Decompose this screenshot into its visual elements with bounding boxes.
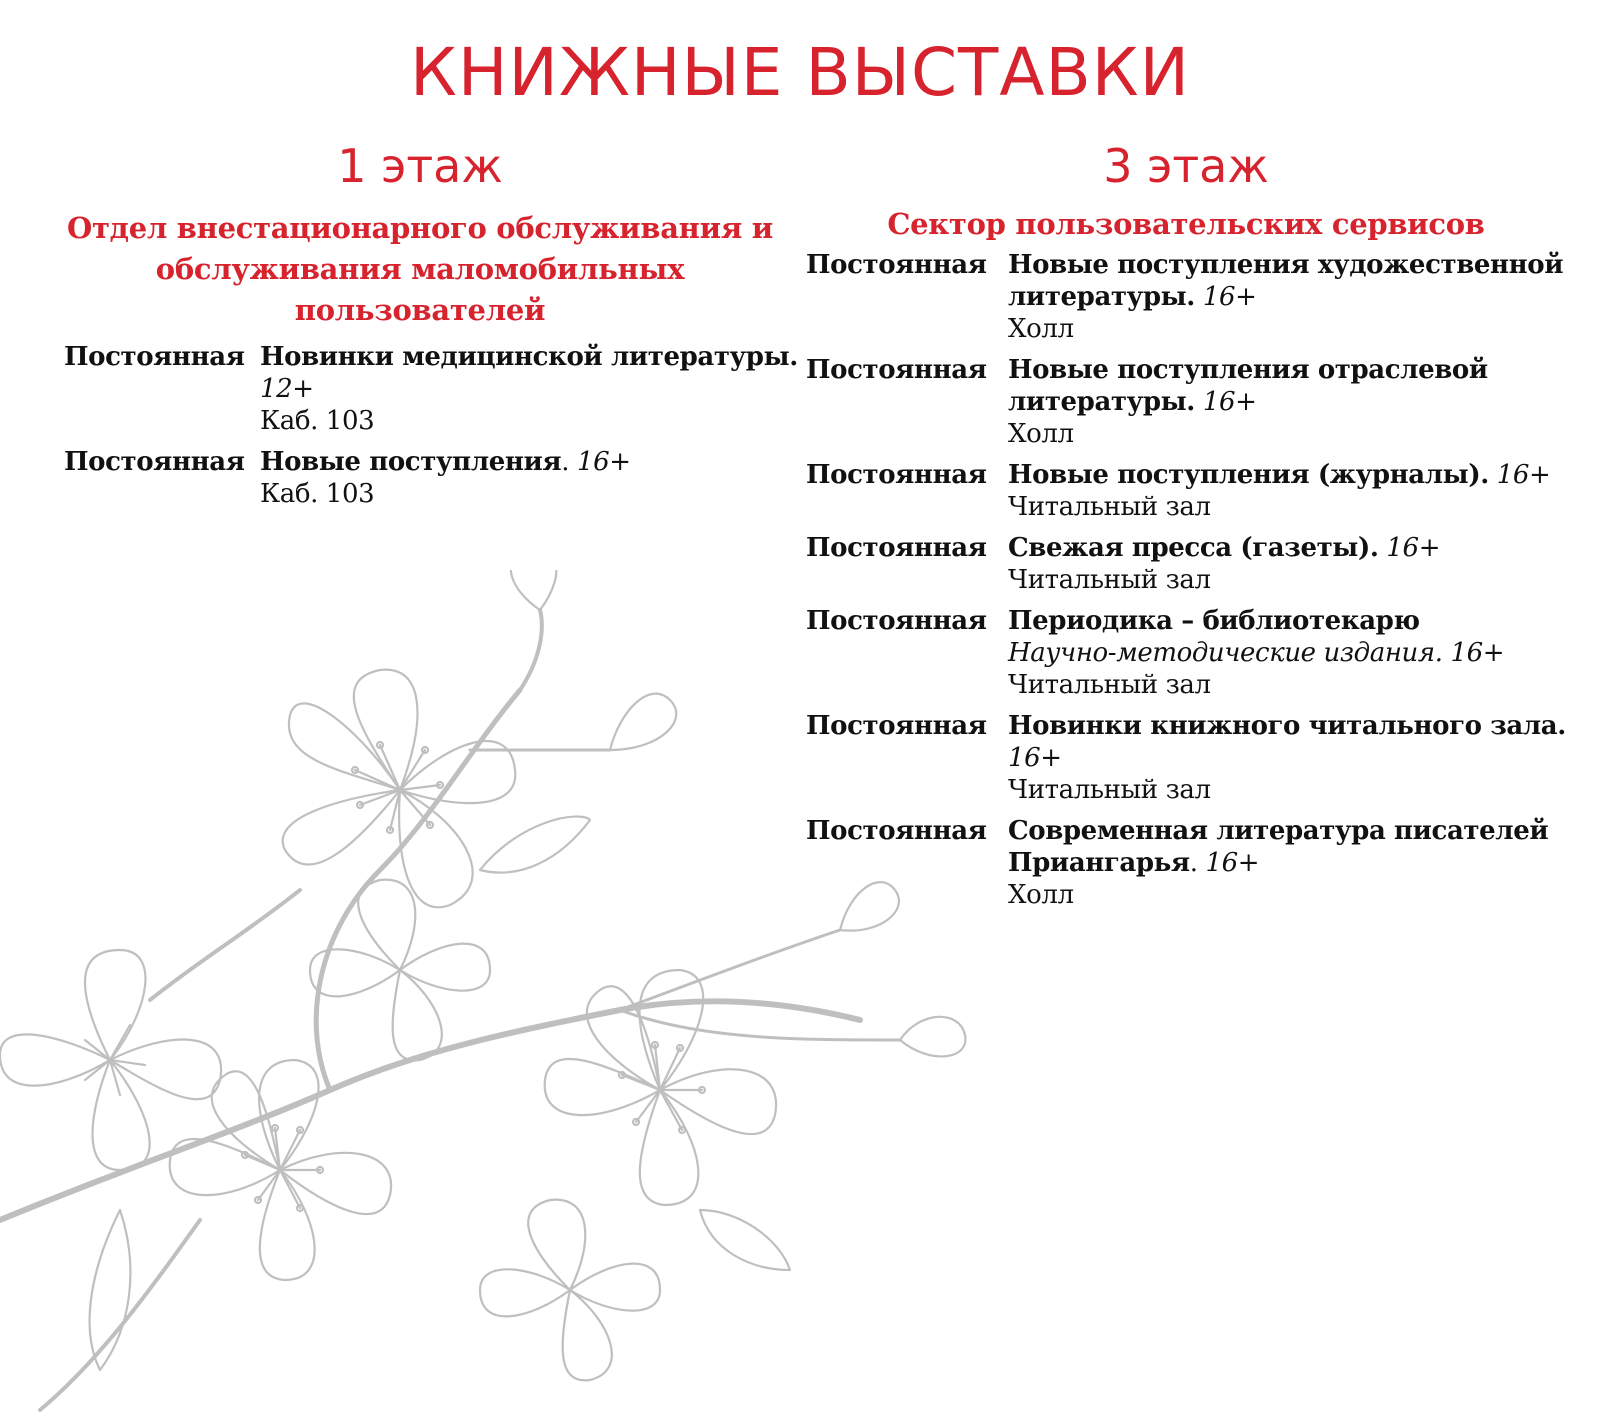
entry-location: Читальный зал	[1008, 492, 1211, 522]
exhibition-entry	[806, 605, 1566, 701]
entry-body	[1008, 710, 1566, 806]
exhibition-entry	[40, 446, 800, 510]
exhibition-entry	[40, 341, 800, 437]
entry-body	[1008, 605, 1566, 701]
entry-age-rating: 12+	[260, 374, 314, 404]
entry-type: Постоянная	[806, 711, 987, 741]
exhibition-entry	[806, 354, 1566, 450]
entry-separator: .	[561, 447, 570, 477]
entry-age-rating: 16+	[1386, 533, 1441, 563]
entry-title: Новые поступления	[260, 447, 562, 477]
exhibition-entry	[806, 532, 1566, 596]
entry-body	[1008, 354, 1566, 450]
entry-location: Холл	[1008, 880, 1074, 910]
entry-title: Периодика – библиотекарю	[1008, 606, 1420, 636]
entry-location: Каб. 103	[260, 406, 375, 436]
entry-location: Холл	[1008, 314, 1074, 344]
entry-title: Современная литература писателей Приангарья	[1008, 816, 1549, 878]
entry-location: Читальный зал	[1008, 775, 1211, 805]
entry-age-rating: 16+	[576, 447, 631, 477]
entry-type: Постоянная	[806, 250, 987, 280]
entry-location: Читальный зал	[1008, 565, 1211, 595]
entry-title: Свежая пресса (газеты).	[1008, 533, 1379, 563]
exhibition-entry	[806, 815, 1566, 911]
entry-location: Холл	[1008, 419, 1074, 449]
entry-body	[260, 446, 800, 510]
entry-body	[1008, 532, 1566, 596]
entry-body	[1008, 815, 1566, 911]
entry-title: Новинки медицинской литературы.	[260, 342, 798, 372]
entry-title: Новые поступления отраслевой литературы.	[1008, 355, 1488, 417]
entry-age-rating: 16+	[1008, 743, 1062, 773]
entry-separator: .	[1189, 848, 1198, 878]
entry-location: Каб. 103	[260, 479, 375, 509]
entry-age-rating: 16+	[1205, 848, 1260, 878]
page-title: КНИЖНЫЕ ВЫСТАВКИ	[409, 34, 1191, 111]
entry-title: Новые поступления художественной литературы.	[1008, 250, 1564, 312]
floor-3-title: 3 этаж	[1103, 139, 1269, 193]
entry-age-rating: 16+	[1450, 638, 1505, 668]
department-title-left: Отдел внестационарного обслуживания и обслуживания маломобильных пользователей	[67, 211, 773, 327]
department-title-right: Сектор пользовательских сервисов	[887, 207, 1485, 241]
entry-type: Постоянная	[64, 447, 245, 477]
entry-title: Новинки книжного читального зала.	[1008, 711, 1566, 741]
entry-type: Постоянная	[806, 606, 987, 636]
entry-age-rating: 16+	[1496, 460, 1551, 490]
entry-type: Постоянная	[64, 342, 245, 372]
entry-age-rating: 16+	[1202, 282, 1257, 312]
exhibition-entry	[806, 459, 1566, 523]
entry-body	[1008, 249, 1566, 345]
exhibition-entry	[806, 710, 1566, 806]
entry-type: Постоянная	[806, 816, 987, 846]
floor-1-title: 1 этаж	[337, 139, 503, 193]
entry-type: Постоянная	[806, 533, 987, 563]
entry-location: Читальный зал	[1008, 670, 1211, 700]
entry-type: Постоянная	[806, 355, 987, 385]
entry-type: Постоянная	[806, 460, 987, 490]
entry-body	[260, 341, 800, 437]
entry-subtitle: Научно-методические издания	[1008, 638, 1435, 668]
entry-separator: .	[1434, 638, 1443, 668]
entry-age-rating: 16+	[1202, 387, 1257, 417]
entry-title: Новые поступления (журналы).	[1008, 460, 1489, 490]
floor-1-column	[40, 134, 800, 519]
floor-3-column	[806, 134, 1566, 920]
exhibition-entry	[806, 249, 1566, 345]
entry-body	[1008, 459, 1566, 523]
